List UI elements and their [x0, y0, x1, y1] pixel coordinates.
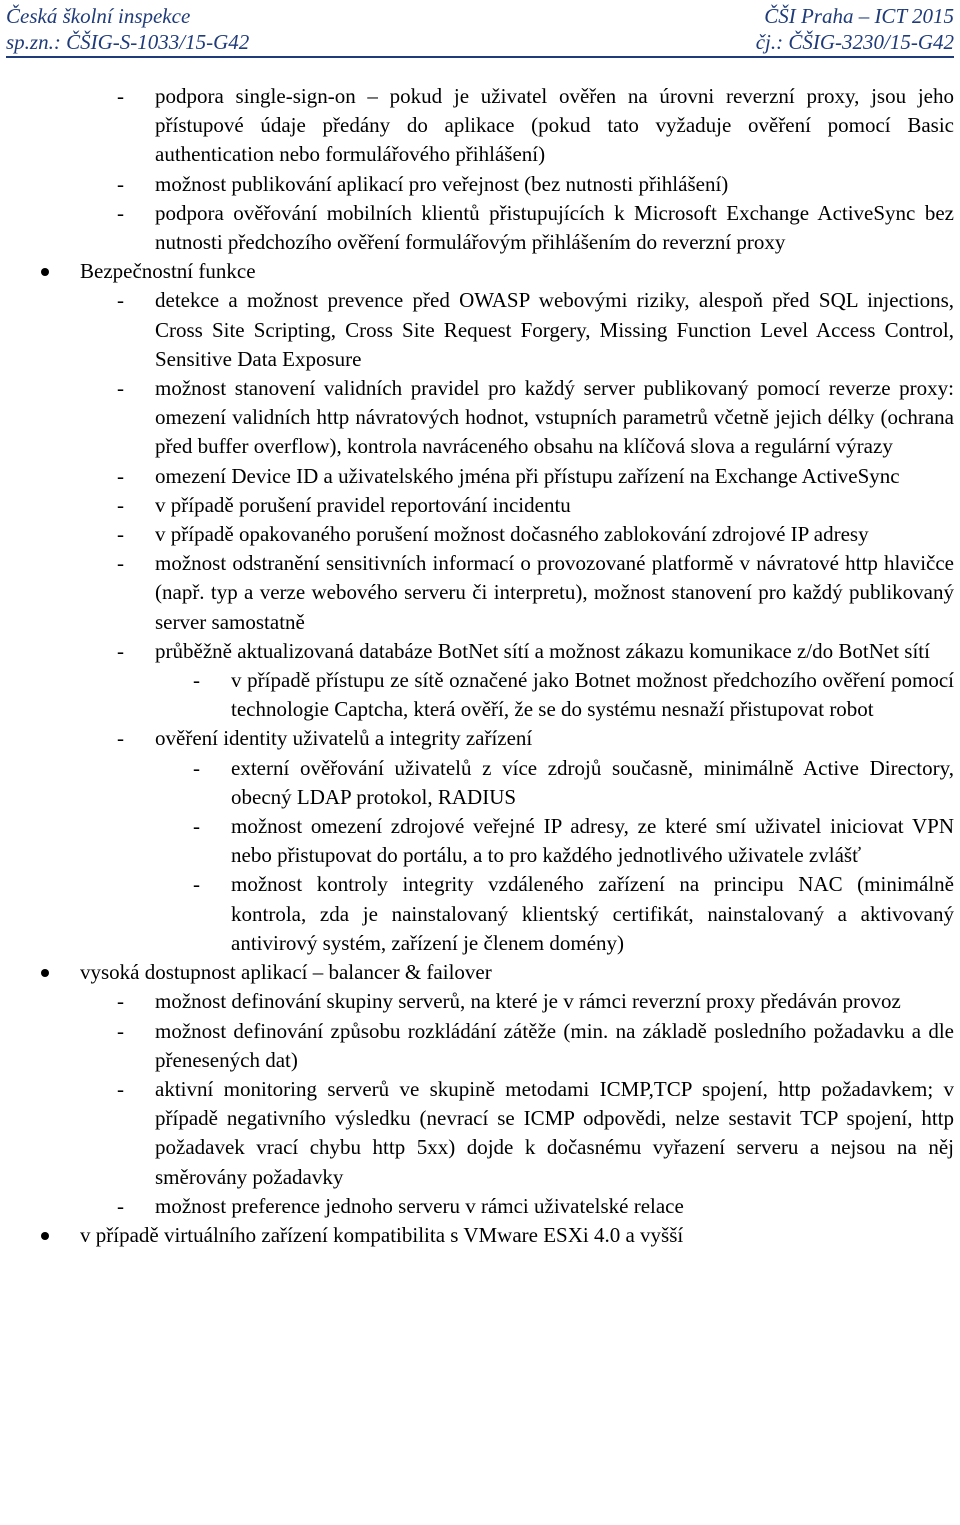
- list-item-text: podpora single-sign-on – pokud je uživatel ověřen na úrovni reverzní proxy, jsou jeho přístupové údaje předány do aplikace (pokud tato vyžaduje ověření pomocí Basic authentication nebo formulářového přihlášení): [155, 84, 954, 167]
- dash-marker: -: [193, 755, 200, 780]
- list-item-text: možnost odstranění sensitivních informací o provozované platformě v návratové http hlavičce (např. typ a verze webového serveru či interpretu), možnost stanovení pro každý publikovaný server samostatně: [155, 551, 954, 634]
- bullet-item-text: vysoká dostupnost aplikací – balancer & failover: [80, 960, 492, 985]
- bullet-icon: [41, 1232, 49, 1240]
- bullet-item-text: Bezpečnostní funkce: [80, 259, 256, 284]
- list-item: [0, 491, 960, 520]
- header-reference-number: čj.: ČŠIG-3230/15-G42: [755, 30, 954, 54]
- dash-marker: -: [193, 872, 200, 897]
- dash-marker: -: [117, 288, 124, 313]
- dash-marker: -: [117, 1018, 124, 1043]
- bullet-item-text: v případě virtuálního zařízení kompatibilita s VMware ESXi 4.0 a vyšší: [80, 1222, 684, 1247]
- sub-list-item: [0, 812, 960, 870]
- sub-list-item-text: v případě přístupu ze sítě označené jako Botnet možnost předchozího ověření pomocí technologie Captcha, která ověří, že se do systému nesnaží přistupovat robot: [231, 668, 954, 722]
- list-item-text: v případě porušení pravidel reportování incidentu: [155, 492, 571, 517]
- dash-marker: -: [117, 84, 124, 108]
- bullet-icon: [41, 969, 49, 977]
- dash-marker: -: [193, 814, 200, 839]
- dash-marker: -: [117, 638, 124, 663]
- list-item: [0, 549, 960, 637]
- list-item: [0, 462, 960, 491]
- list-item: [0, 987, 960, 1016]
- header-right: [756, 3, 954, 55]
- list-item: [0, 374, 960, 462]
- dash-marker: -: [117, 989, 124, 1014]
- list-item-text: možnost definování způsobu rozkládání zátěže (min. na základě posledního požadavku a dle přenesených dat): [155, 1018, 954, 1072]
- list-item-text: detekce a možnost prevence před OWASP webovými riziky, alespoň před SQL injections, Cross Site Scripting, Cross Site Request Forgery, Missing Function Level Access Control, Sensitive Data Exposure: [155, 288, 954, 371]
- header-institution: Česká školní inspekce: [6, 4, 191, 28]
- list-item-text: možnost preference jednoho serveru v rámci uživatelské relace: [155, 1193, 684, 1218]
- dash-marker: -: [117, 1193, 124, 1218]
- dash-marker: -: [117, 551, 124, 576]
- list-item-text: podpora ověřování mobilních klientů přistupujících k Microsoft Exchange ActiveSync bez nutnosti předchozího ověření formulářovým přihlášením do reverzní proxy: [155, 200, 954, 255]
- list-item: [0, 520, 960, 549]
- header-office: ČŠI Praha – ICT 2015: [764, 4, 954, 28]
- sub-list-item-text: externí ověřování uživatelů z více zdrojů současně, minimálně Active Directory, obecný LDAP protokol, RADIUS: [231, 755, 954, 809]
- list-item: [0, 637, 960, 666]
- dash-marker: -: [193, 668, 200, 693]
- dash-marker: -: [117, 726, 124, 751]
- sub-list-item-text: možnost omezení zdrojové veřejné IP adresy, ze které smí uživatel iniciovat VPN nebo přistupovat do portálu, a to pro každého jednotlivého uživatele zvlášť: [231, 814, 954, 868]
- list-item: [0, 82, 960, 170]
- list-item-text: omezení Device ID a uživatelského jména při přístupu zařízení na Exchange ActiveSync: [155, 463, 900, 488]
- list-item-text: možnost publikování aplikací pro veřejnost (bez nutnosti přihlášení): [155, 171, 729, 196]
- bullet-item: [0, 257, 960, 286]
- dash-marker: -: [117, 492, 124, 517]
- bullet-item: [0, 958, 960, 987]
- list-item: [0, 724, 960, 753]
- sub-list-item: [0, 666, 960, 724]
- list-item-text: průběžně aktualizovaná databáze BotNet sítí a možnost zákazu komunikace z/do BotNet sítí: [155, 638, 930, 663]
- list-item-text: možnost stanovení validních pravidel pro každý server publikovaný pomocí reverze proxy: omezení validních http návratových hodnot, vstupních parametrů včetně jejich délky (ochrana před buffer overflow), kontrola navráceného obsahu na klíčová slova a regulární výrazy: [155, 376, 954, 459]
- dash-marker: -: [117, 376, 124, 401]
- list-item-text: aktivní monitoring serverů ve skupině metodami ICMP,TCP spojení, http požadavkem; v případě negativního výsledku (nevrací se ICMP odpovědi, nelze sestavit TCP spojení, http požadavek vrací chybu http 5xx) dojde k dočasnému vyřazení serveru a nejsou na něj směrovány požadavky: [155, 1076, 954, 1189]
- sub-list-item-text: možnost kontroly integrity vzdáleného zařízení na principu NAC (minimálně kontrola, zda je nainstalovaný klientský certifikát, nainstalovaný a aktivovaný antivirový systém, zařízení je členem domény): [231, 872, 954, 955]
- dash-marker: -: [117, 171, 124, 196]
- dash-marker: -: [117, 1076, 124, 1101]
- list-item: [0, 1192, 960, 1221]
- list-item: [0, 199, 960, 257]
- dash-marker: -: [117, 522, 124, 547]
- header-left: [6, 3, 249, 55]
- list-item: [0, 170, 960, 199]
- header-divider: [6, 56, 954, 58]
- bullet-icon: [41, 268, 49, 276]
- bullet-item: [0, 1221, 960, 1250]
- sub-list-item: [0, 870, 960, 958]
- list-item-text: v případě opakovaného porušení možnost dočasného zablokování zdrojové IP adresy: [155, 522, 869, 547]
- page-header: [6, 3, 954, 55]
- dash-marker: -: [117, 463, 124, 488]
- sub-list-item: [0, 754, 960, 812]
- dash-marker: -: [117, 200, 124, 225]
- list-item: [0, 286, 960, 374]
- header-file-number: sp.zn.: ČŠIG-S-1033/15-G42: [6, 30, 250, 54]
- list-item: [0, 1017, 960, 1075]
- list-item: [0, 1075, 960, 1192]
- list-item-text: ověření identity uživatelů a integrity zařízení: [155, 726, 533, 751]
- list-item-text: možnost definování skupiny serverů, na které je v rámci reverzní proxy předáván provoz: [155, 989, 901, 1014]
- document-body: [0, 82, 960, 1250]
